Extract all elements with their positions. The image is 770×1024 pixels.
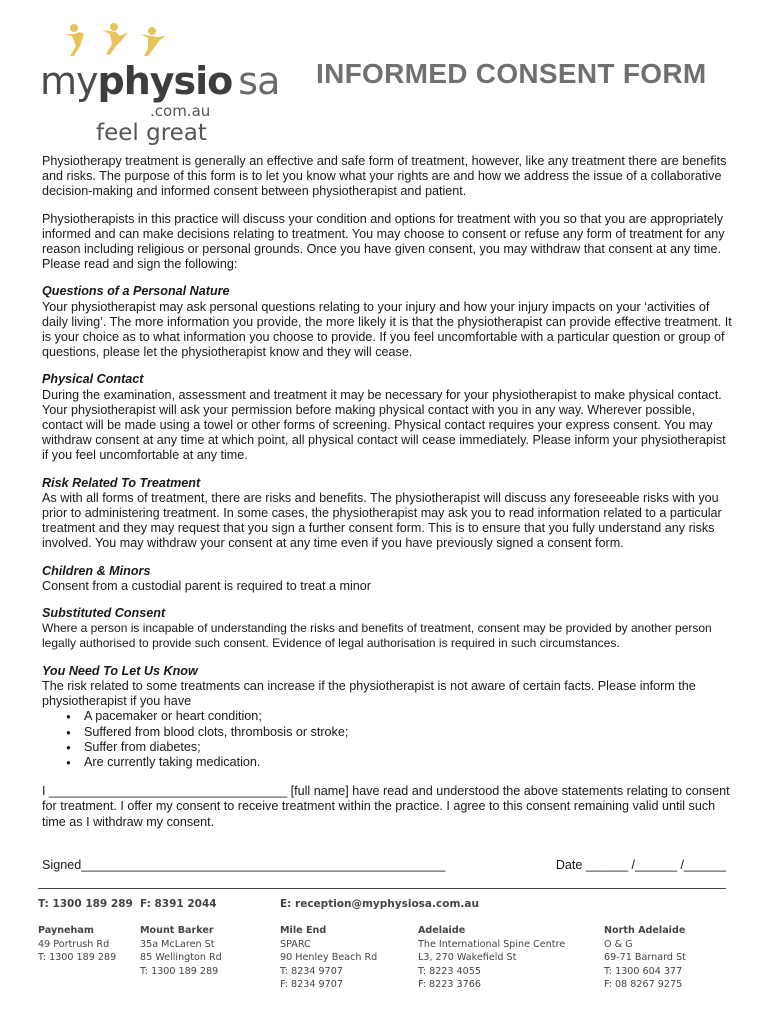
- list-item: ● A pacemaker or heart condition;: [84, 709, 732, 724]
- list-item: ● Suffer from diabetes;: [84, 740, 732, 755]
- section-text-risk: As with all forms of treatment, there are risks and benefits. The physiotherapist will discuss any foreseeable risks with you prior to administering treatment. In some cases, the physiotherapist may ask you to read information related to a particular treatment and they may request that you sign a further consent form. This is to ensure that you fully understand any risks involved. You may withdraw your consent at any time even if you have previously signed a consent form.: [42, 490, 722, 551]
- section-heading-let-us-know: You Need To Let Us Know: [42, 663, 198, 678]
- figures-logo-icon: [62, 22, 172, 58]
- logo-wordmark: myphysio sa: [40, 59, 280, 103]
- section-text-children: Consent from a custodial parent is required to treat a minor: [42, 578, 371, 593]
- date-field[interactable]: Date ______ /______ /______: [555, 858, 726, 872]
- intro-paragraph-2: Physiotherapists in this practice will discuss your condition and options for treatment with you so that you are appropriately informed and can make decisions relating to treatment. You may choose to consent or refuse any form of treatment for any reason including religious or personal grounds. Once you have given consent, you may withdraw that consent at any time. Please read and sign the following:: [42, 211, 725, 272]
- location-payneham: Payneham 49 Portrush Rd T: 1300 189 289: [38, 925, 117, 964]
- location-adelaide: Adelaide The International Spine Centre L3, 270 Wakefield St T: 8223 4055 F: 8223 3766: [418, 925, 566, 991]
- section-heading-substituted-consent: Substituted Consent: [42, 606, 166, 621]
- footer-email[interactable]: E: reception@myphysiosa.com.au: [280, 898, 479, 910]
- section-text-physical-contact: During the examination, assessment and treatment it may be necessary for your physiotherapist to make physical contact. Your physiotherapist will ask your permission before making physical contact with you in any way. Wherever possible, contact will be made using a towel or other forms of screening. Physical contact requires your express consent. You may withdraw consent at any time at which point, all physical contact will cease immediately. Please inform your physiotherapist if you feel uncomfortable at any time.: [42, 387, 726, 463]
- location-mile-end: Mile End SPARC 90 Henley Beach Rd T: 8234 9707 F: 8234 9707: [280, 925, 378, 991]
- section-heading-children: Children & Minors: [42, 563, 151, 578]
- logo-tagline: feel great: [96, 120, 207, 146]
- section-heading-personal-questions: Questions of a Personal Nature: [42, 284, 230, 299]
- intro-paragraph-1: Physiotherapy treatment is generally an effective and safe form of treatment, however, like any treatment there are benefits and risks. The purpose of this form is to let you know what your rights are and how we address the issue of a collaborative decision-making and informed consent between physiotherapist and patient.: [42, 154, 727, 199]
- list-item: ● Suffered from blood clots, thrombosis or stroke;: [84, 725, 732, 740]
- section-text-let-us-know: The risk related to some treatments can increase if the physiotherapist is not aware of certain facts. Please inform the physiotherapist if you have: [42, 678, 696, 709]
- form-body: [42, 154, 732, 830]
- location-north-adelaide: North Adelaide O & G 69-71 Barnard St T: 1300 604 377 F: 08 8267 9275: [604, 925, 686, 991]
- consent-declaration[interactable]: I __________________________________ [full name] have read and understood the above statements relating to consent for treatment. I offer my consent to receive treatment within the practice. I agree to this consent remaining valid until such time as I withdraw my consent.: [42, 784, 730, 829]
- form-title: INFORMED CONSENT FORM: [316, 58, 707, 89]
- myphysiosa-logo: [40, 22, 280, 146]
- signature-row: [42, 858, 726, 872]
- conditions-list: [42, 709, 732, 770]
- section-heading-risk: Risk Related To Treatment: [42, 475, 201, 490]
- list-item: ● Are currently taking medication.: [84, 755, 732, 770]
- section-heading-physical-contact: Physical Contact: [42, 372, 144, 387]
- footer-fax: F: 8391 2044: [140, 898, 217, 910]
- section-text-substituted-consent: Where a person is incapable of understanding the risks and benefits of treatment, consent may be provided by another person legally authorised to provide such consent. Evidence of legal authorisation is required in such circumstances.: [42, 621, 712, 651]
- logo-domain: .com.au: [150, 102, 211, 120]
- signature-field[interactable]: Signed____________________________________________________: [42, 858, 446, 872]
- footer-divider: [38, 888, 726, 889]
- footer-phone: T: 1300 189 289: [38, 898, 133, 910]
- section-text-personal-questions: Your physiotherapist may ask personal questions relating to your injury and how your injury impacts on your ‘activities of daily living’. The more information you provide, the more likely it is that the physiotherapist can provide effective treatment. It is your choice as to what information you choose to provide. If you feel uncomfortable with a particular question or group of questions, please let the physiotherapist know and they will cease.: [42, 299, 732, 360]
- location-mount-barker: Mount Barker 35a McLaren St 85 Wellington Rd T: 1300 189 289: [140, 925, 222, 977]
